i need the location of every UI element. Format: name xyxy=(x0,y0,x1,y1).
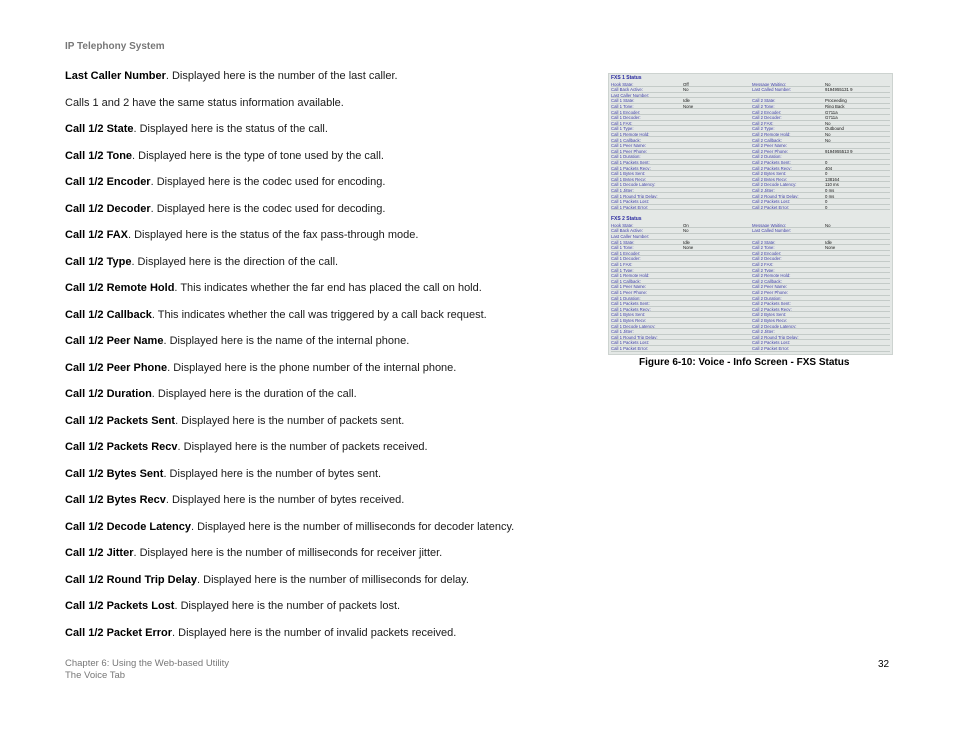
status-label: Call 2 Bytes Recv: xyxy=(752,318,788,323)
definition-desc: . Displayed here is the number of invalid packets received. xyxy=(172,626,457,639)
status-label: Message Waiting: xyxy=(752,81,786,87)
status-value: Off xyxy=(683,81,689,87)
status-label: Call 2 Jitter: xyxy=(752,329,775,335)
definition-desc: . Displayed here is the number of packets lost. xyxy=(174,600,401,612)
definition-term: Call 1/2 Bytes Recv xyxy=(65,494,166,506)
footer-section: The Voice Tab xyxy=(65,670,126,681)
status-label: Call 1 Round Trip Delay: xyxy=(611,193,658,199)
status-row xyxy=(609,205,892,211)
status-value: 0 xyxy=(825,159,828,165)
definition-desc: . Displayed here is the number of packets sent. xyxy=(175,414,405,427)
definition-term: Call 1/2 Decode Latency xyxy=(65,520,191,533)
status-label: Hook State: xyxy=(611,222,634,228)
status-label: Call 2 Round Trip Delay: xyxy=(752,193,799,199)
running-header: IP Telephony System xyxy=(65,41,165,52)
status-value: Outbound xyxy=(825,126,844,132)
definition-term: Call 1/2 Packet Error xyxy=(65,626,173,639)
definition-item xyxy=(65,228,585,255)
status-value: 404 xyxy=(825,165,833,171)
status-label: Last Called Number: xyxy=(752,228,792,234)
status-label: Call 2 Packets Recv: xyxy=(752,165,792,171)
status-label: Call 2 Packets Lost: xyxy=(752,340,790,346)
status-row xyxy=(609,346,892,352)
definition-item xyxy=(65,122,585,149)
status-label: Call 1 Bytes Sent: xyxy=(611,171,646,177)
status-label: Call 1 State: xyxy=(611,98,635,104)
status-label: Call 1 Peer Phone: xyxy=(611,290,648,295)
status-label: Call 1 Duration: xyxy=(611,154,641,160)
status-label: Call 2 Duration: xyxy=(752,154,782,160)
definition-term: Call 1/2 Packets Recv xyxy=(65,441,178,453)
status-label: Call 1 Jitter: xyxy=(611,187,634,193)
status-value: No xyxy=(683,228,689,234)
definition-desc: . Displayed here is the phone number of the internal phone. xyxy=(167,361,457,374)
definition-item xyxy=(65,281,585,308)
status-value: 0 ms xyxy=(825,187,835,193)
status-label: Call 2 FAX: xyxy=(752,262,774,267)
status-label: Call 1 Packet Error: xyxy=(611,346,649,351)
status-label: Last Caller Number: xyxy=(611,92,650,98)
status-label: Call 1 Type: xyxy=(611,126,634,132)
definition-term: Call 1/2 State xyxy=(65,123,134,135)
definition-desc: . Displayed here is the status of the fax pass-through mode. xyxy=(127,229,419,241)
definition-term: Call 1/2 Decoder xyxy=(65,202,151,215)
status-value: Idle xyxy=(683,98,690,104)
status-value: Proceeding xyxy=(825,98,847,104)
status-value: Idle xyxy=(683,239,690,245)
status-label: Call 2 Encoder: xyxy=(752,250,782,256)
footer-chapter: Chapter 6: Using the Web-based Utility xyxy=(65,658,230,669)
status-value: 0 ms xyxy=(825,193,835,199)
definition-term: Call 1/2 Packets Sent xyxy=(65,414,176,427)
status-value: 0 xyxy=(825,204,828,210)
definition-item xyxy=(65,202,585,229)
status-value: Ring Back xyxy=(825,103,845,109)
status-value: No xyxy=(825,120,831,126)
status-label: Call 1 State: xyxy=(611,239,635,245)
definition-item xyxy=(65,546,585,573)
definition-term: Call 1/2 Callback xyxy=(65,308,152,321)
status-label: Call 1 Round Trip Delay: xyxy=(611,334,658,340)
status-value: No xyxy=(825,137,831,143)
definition-term: Call 1/2 Jitter xyxy=(65,547,134,559)
definition-desc: . Displayed here is the type of tone used by the call. xyxy=(132,149,384,162)
status-label: Call 2 Decode Latency: xyxy=(752,182,797,188)
status-label: Call 1 Packets Lost: xyxy=(611,340,649,346)
definition-desc: . Displayed here is the number of milliseconds for decoder latency. xyxy=(190,520,515,533)
status-value: 9194955131 9 xyxy=(825,87,853,93)
status-label: Call 2 Tone: xyxy=(752,245,775,251)
status-label: Call 1 Type: xyxy=(611,267,634,273)
definition-desc: . Displayed here is the codec used for encoding. xyxy=(150,176,386,188)
status-label: Call 1 Packets Sent: xyxy=(611,301,650,307)
status-label: Call 1 Decode Latency: xyxy=(611,182,656,188)
definition-item xyxy=(65,361,585,388)
definition-desc: . Displayed here is the number of bytes received. xyxy=(165,494,405,506)
status-label: Call 1 Callback: xyxy=(611,137,641,143)
status-label: Call 2 FAX: xyxy=(752,120,774,126)
status-label: Call 2 Callback: xyxy=(752,278,782,284)
status-label: Call 2 Peer Name: xyxy=(752,143,788,149)
status-label: Call 2 Encoder: xyxy=(752,109,782,115)
status-label: Call 1 Encoder: xyxy=(611,250,641,256)
status-label: Call 2 Decode Latency: xyxy=(752,323,797,329)
status-label: Call 1 Remote Hold: xyxy=(611,273,650,279)
status-label: Call 1 Duration: xyxy=(611,295,641,301)
status-label: Call 2 Jitter: xyxy=(752,187,775,193)
status-label: Call 2 Remote Hold: xyxy=(752,131,791,137)
status-label: Hook State: xyxy=(611,81,634,87)
status-label: Call 1 Peer Name: xyxy=(611,143,647,149)
status-value: On xyxy=(683,222,689,228)
status-value: No xyxy=(825,131,831,137)
definition-term: Call 1/2 Packets Lost xyxy=(65,600,175,612)
status-label: Last Caller Number: xyxy=(611,234,650,239)
figure-caption: Figure 6-10: Voice - Info Screen - FXS Status xyxy=(639,357,850,368)
definition-item xyxy=(65,520,585,547)
definition-term: Call 1/2 Peer Phone xyxy=(65,361,168,374)
status-label: Call 1 Packet Error: xyxy=(611,204,649,210)
definition-desc: . Displayed here is the direction of the call. xyxy=(131,255,339,268)
definition-item xyxy=(65,440,585,467)
definition-term: Call 1/2 Bytes Sent xyxy=(65,467,164,480)
status-value: G711a xyxy=(825,115,838,121)
definition-item xyxy=(65,175,585,202)
status-value: No xyxy=(825,222,831,228)
status-label: Call 1 Packets Lost: xyxy=(611,199,649,205)
definition-desc: . Displayed here is the number of bytes sent. xyxy=(163,467,382,480)
status-label: Call 2 Packet Error: xyxy=(752,346,790,351)
definition-item xyxy=(65,334,585,361)
status-label: Call 1 Decoder: xyxy=(611,115,641,121)
row-divider xyxy=(611,351,890,352)
definition-desc: Calls 1 and 2 have the same status information available. xyxy=(65,96,344,109)
status-label: Call 2 Packet Error: xyxy=(752,204,790,210)
status-label: Call 2 Bytes Sent: xyxy=(752,312,787,318)
fxs-status-screenshot xyxy=(608,73,893,355)
row-divider xyxy=(611,209,890,210)
status-value: No xyxy=(683,87,689,93)
status-label: Call 1 Tone: xyxy=(611,103,634,109)
status-label: Call 2 Bytes Recv: xyxy=(752,176,788,182)
definition-term: Call 1/2 Type xyxy=(65,255,132,268)
status-value: 0 xyxy=(825,199,828,205)
status-label: Call 1 Bytes Sent: xyxy=(611,312,646,318)
status-label: Call 2 Packets Recv: xyxy=(752,306,792,312)
definition-list xyxy=(65,69,585,652)
definition-item xyxy=(65,149,585,176)
definition-item xyxy=(65,255,585,282)
definition-item xyxy=(65,308,585,335)
definition-term: Call 1/2 Round Trip Delay xyxy=(65,573,198,586)
status-label: Call 1 Jitter: xyxy=(611,329,634,335)
definition-item xyxy=(65,467,585,494)
definition-desc: . Displayed here is the name of the internal phone. xyxy=(163,335,410,347)
status-value: No xyxy=(825,81,831,87)
definition-desc: . Displayed here is the duration of the call. xyxy=(151,388,357,400)
definition-item xyxy=(65,69,585,96)
status-label: Call 1 FAX: xyxy=(611,262,633,267)
status-label: Call 1 Packets Sent: xyxy=(611,159,650,165)
status-label: Call 1 FAX: xyxy=(611,120,633,126)
definition-desc: . Displayed here is the number of milliseconds for delay. xyxy=(197,573,469,586)
definition-item xyxy=(65,493,585,520)
definition-item xyxy=(65,573,585,600)
definition-desc: . Displayed here is the status of the call. xyxy=(133,123,328,135)
status-label: Call 2 Decoder: xyxy=(752,256,782,262)
status-label: Call 2 Remote Hold: xyxy=(752,273,791,279)
status-label: Call 2 Callback: xyxy=(752,137,782,143)
definition-item xyxy=(65,414,585,441)
status-value: None xyxy=(825,245,836,251)
status-label: Call 1 Bytes Recv: xyxy=(611,176,647,182)
status-label: Call 1 Decode Latency: xyxy=(611,323,656,329)
status-label: Call 2 Decoder: xyxy=(752,115,782,121)
fxs-section-title: FXS 1 Status xyxy=(611,75,642,81)
status-label: Call 2 Bytes Sent: xyxy=(752,171,787,177)
status-label: Call Back Active: xyxy=(611,228,643,234)
definition-desc: . Displayed here is the codec used for decoding. xyxy=(150,202,386,215)
status-label: Call 2 Packets Lost: xyxy=(752,199,790,205)
status-value: None xyxy=(683,245,694,251)
status-label: Call 2 Duration: xyxy=(752,295,782,301)
definition-desc: . This indicates whether the far end has placed the call on hold. xyxy=(174,282,482,294)
status-label: Call 1 Remote Hold: xyxy=(611,131,650,137)
definition-desc: . Displayed here is the number of milliseconds for receiver jitter. xyxy=(133,547,443,559)
status-label: Call 1 Packets Recv: xyxy=(611,165,651,171)
status-label: Call 2 Peer Name: xyxy=(752,284,788,290)
status-label: Call 1 Tone: xyxy=(611,245,634,251)
definition-term: Call 1/2 Peer Name xyxy=(65,335,164,347)
status-label: Call 1 Peer Name: xyxy=(611,284,647,290)
status-label: Call 1 Decoder: xyxy=(611,256,641,262)
status-label: Message Waiting: xyxy=(752,222,786,228)
definition-term: Call 1/2 FAX xyxy=(65,229,128,241)
status-label: Call 2 State: xyxy=(752,98,776,104)
page-number: 32 xyxy=(878,659,890,670)
status-value: 0 xyxy=(825,171,828,177)
definition-term: Last Caller Number xyxy=(65,70,166,82)
page-footer xyxy=(65,658,229,682)
definition-term: Call 1/2 Encoder xyxy=(65,176,151,188)
definition-desc: . This indicates whether the call was triggered by a call back request. xyxy=(151,308,487,321)
status-label: Call 2 Peer Phone: xyxy=(752,148,789,154)
status-label: Call 2 Tone: xyxy=(752,103,775,109)
status-value: None xyxy=(683,103,694,109)
definition-term: Call 1/2 Remote Hold xyxy=(65,282,175,294)
status-label: Call 2 Peer Phone: xyxy=(752,290,789,295)
definition-item xyxy=(65,96,585,123)
status-label: Call 1 Callback: xyxy=(611,278,641,284)
definition-term: Call 1/2 Tone xyxy=(65,149,133,162)
status-label: Call 2 Round Trip Delay: xyxy=(752,334,799,340)
status-value: G711a xyxy=(825,109,838,115)
status-label: Call 1 Peer Phone: xyxy=(611,148,648,154)
status-label: Call 1 Bytes Recv: xyxy=(611,318,647,323)
fxs-section-title: FXS 2 Status xyxy=(611,216,642,223)
status-label: Last Called Number: xyxy=(752,87,792,93)
status-value: Idle xyxy=(825,239,832,245)
status-label: Call 2 Packets Sent: xyxy=(752,159,791,165)
status-value: 9194955513 9 xyxy=(825,148,853,154)
status-label: Call 2 State: xyxy=(752,239,776,245)
definition-item xyxy=(65,626,585,653)
definition-desc: . Displayed here is the number of the last caller. xyxy=(165,70,398,82)
definition-item xyxy=(65,387,585,414)
status-value: 138164 xyxy=(825,176,840,182)
status-label: Call 1 Packets Recv: xyxy=(611,306,651,312)
status-label: Call Back Active: xyxy=(611,87,643,93)
definition-item xyxy=(65,599,585,626)
status-value: 110 ms xyxy=(825,182,839,188)
status-label: Call 2 Packets Sent: xyxy=(752,301,791,307)
status-label: Call 1 Encoder: xyxy=(611,109,641,115)
status-label: Call 2 Type: xyxy=(752,267,775,273)
status-label: Call 2 Type: xyxy=(752,126,775,132)
definition-desc: . Displayed here is the number of packets received. xyxy=(177,441,428,453)
definition-term: Call 1/2 Duration xyxy=(65,388,152,400)
